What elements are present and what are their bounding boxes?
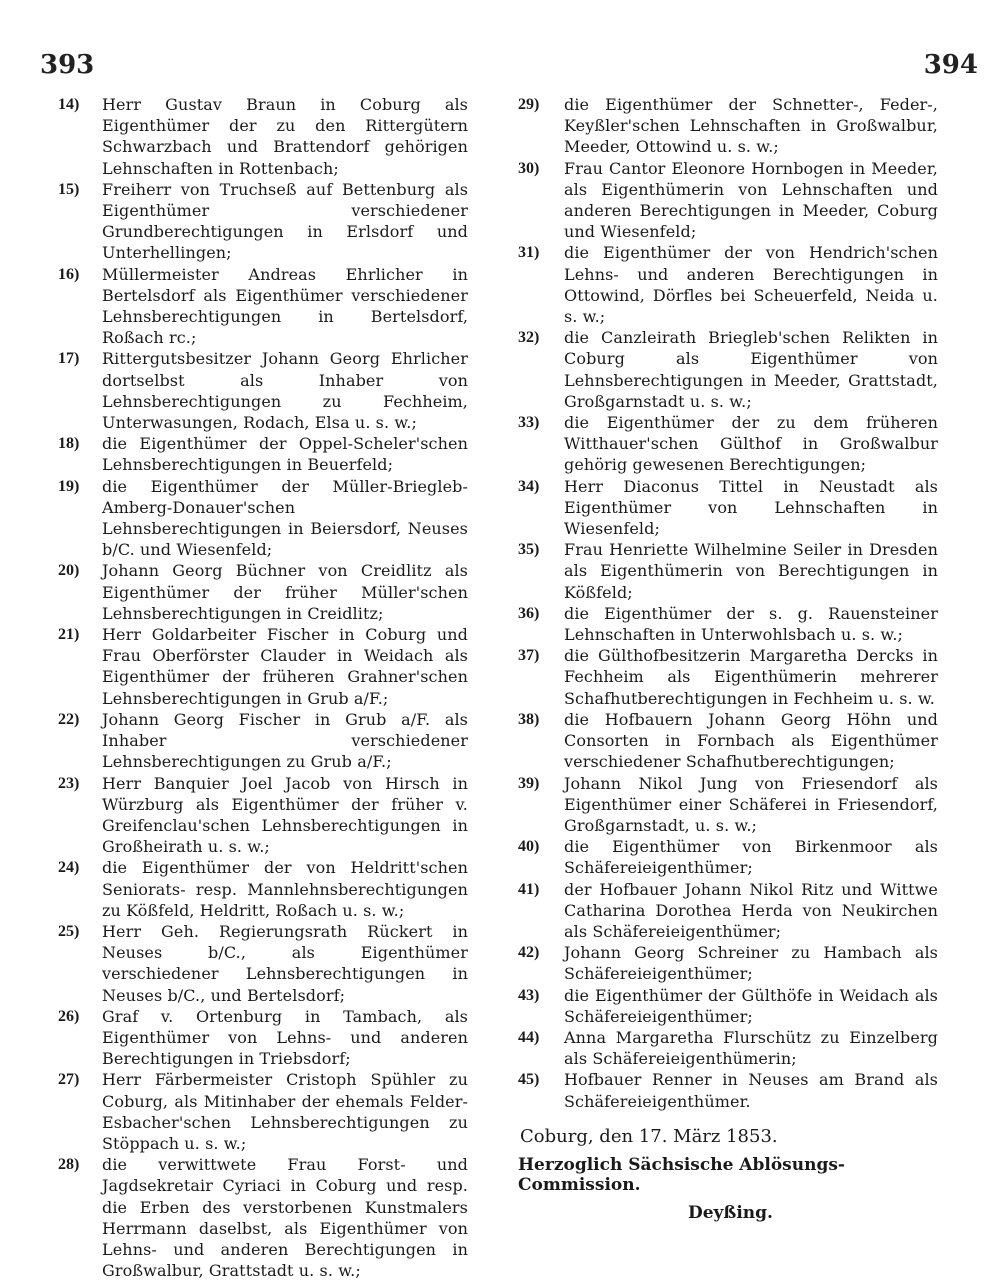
item-text: Johann Nikol Jung von Friesendorf als Eigenthümer einer Schäferei in Friesendorf, Großgarnstadt, u. s. w.;: [564, 773, 938, 835]
item-number: 23): [58, 774, 80, 792]
item-text: der Hofbauer Johann Nikol Ritz und Wittwe Catharina Dorothea Herda von Neukirchen als Schäfereieigenthümer;: [564, 879, 938, 941]
item-text: Johann Georg Schreiner zu Hambach als Schäfereieigenthümer;: [564, 943, 938, 984]
item-text: Rittergutsbesitzer Johann Georg Ehrlicher dortselbst als Inhaber von Lehnsberechtigungen zu Fechheim, Unterwasungen, Rodach, Elsa u. s. w.;: [102, 349, 468, 433]
item-number: 26): [58, 1007, 80, 1025]
item-number: 17): [58, 350, 80, 368]
item-number: 32): [518, 329, 540, 347]
item-number: 20): [58, 562, 80, 580]
list-item: [518, 539, 938, 603]
list-item: [58, 348, 468, 433]
item-text: Hofbauer Renner in Neuses am Brand als Schäfereieigenthümer.: [564, 1070, 938, 1111]
item-text: die Hofbauern Johann Georg Höhn und Consorten in Fornbach als Eigenthümer verschiedener Schafhutberechtigungen;: [564, 709, 938, 772]
item-number: 40): [518, 838, 540, 856]
item-text: die Eigenthümer der Oppel-Scheler'schen Lehnsberechtigungen in Beuerfeld;: [102, 434, 468, 475]
item-number: 45): [518, 1071, 540, 1089]
list-item: [518, 476, 938, 540]
item-text: die Eigenthümer der s. g. Rauensteiner Lehnschaften in Unterwohlsbach u. s. w.;: [564, 603, 938, 645]
item-number: 22): [58, 710, 80, 728]
signature: Deyßing.: [688, 1202, 773, 1223]
left-column: [58, 94, 468, 1281]
list-item: [518, 879, 938, 943]
list-item: [58, 433, 468, 475]
item-number: 25): [58, 922, 80, 940]
item-text: die Eigenthümer der von Heldritt'schen Seniorats- resp. Mannlehnsberechtigungen zu Kößfeld, Heldritt, Roßach u. s. w.;: [102, 858, 468, 920]
list-item: [518, 94, 938, 158]
list-item: [58, 921, 468, 1006]
item-number: 28): [58, 1156, 80, 1174]
item-number: 18): [58, 435, 80, 453]
page-number-left: 393: [40, 50, 95, 80]
issuing-office: Herzoglich Sächsische Ablösungs-Commission.: [518, 1154, 845, 1195]
item-text: Müllermeister Andreas Ehrlicher in Bertelsdorf als Eigenthümer verschiedener Lehnsberechtigungen in Bertelsdorf, Roßach rc.;: [102, 264, 468, 348]
list-item: [58, 709, 468, 773]
item-number: 41): [518, 880, 540, 898]
item-text: Johann Georg Büchner von Creidlitz als Eigenthümer der früher Müller'schen Lehnsberechtigungen in Creidlitz;: [102, 561, 468, 623]
item-number: 29): [518, 96, 540, 113]
list-item: [58, 560, 468, 624]
item-text: Frau Cantor Eleonore Hornbogen in Meeder, als Eigenthümerin von Lehnschaften und anderen Berechtigungen in Meeder, Coburg und Wiesenfeld;: [564, 158, 938, 242]
item-text: Graf v. Ortenburg in Tambach, als Eigenthümer von Lehns- und anderen Berechtigungen in Triebsdorf;: [102, 1006, 468, 1069]
list-item: [518, 603, 938, 645]
list-item: [58, 476, 468, 561]
item-number: 24): [58, 859, 80, 877]
closing-block: [518, 1126, 938, 1223]
item-number: 43): [518, 986, 540, 1004]
list-item: [518, 985, 938, 1027]
item-number: 44): [518, 1028, 540, 1046]
list-item: [58, 1006, 468, 1070]
item-number: 42): [518, 944, 540, 962]
item-text: Herr Diaconus Tittel in Neustadt als Eigenthümer von Lehnschaften in Wiesenfeld;: [564, 476, 938, 539]
list-item: [518, 242, 938, 327]
list-item: [518, 773, 938, 837]
list-item: [518, 412, 938, 476]
item-text: Freiherr von Truchseß auf Bettenburg als Eigenthümer verschiedener Grundberechtigungen in Erlsdorf und Unterhellingen;: [102, 179, 468, 263]
item-text: die Eigenthümer der Schnetter-, Feder-, Keyßler'schen Lehnschaften in Großwalbur, Meeder, Ottowind u. s. w.;: [564, 95, 938, 157]
date-line: Coburg, den 17. März 1853.: [520, 1125, 778, 1147]
item-text: die Eigenthümer der Müller-Briegleb-Amberg-Donauer'schen Lehnsberechtigungen in Beiersdorf, Neuses b/C. und Wiesenfeld;: [102, 476, 468, 560]
item-number: 30): [518, 159, 540, 177]
list-item: [518, 942, 938, 984]
list-item: [58, 857, 468, 921]
item-text: die Eigenthümer der Gülthöfe in Weidach als Schäfereieigenthümer;: [564, 985, 938, 1026]
list-item: [518, 1069, 938, 1111]
item-text: die Eigenthümer der von Hendrich'schen Lehns- und anderen Berechtigungen in Ottowind, Dörfles bei Scheuerfeld, Neida u. s. w.;: [564, 243, 938, 327]
item-text: Herr Banquier Joel Jacob von Hirsch in Würzburg als Eigenthümer der früher v. Greifenclau'schen Lehnsberechtigungen in Großheirath u. s. w.;: [102, 773, 468, 857]
item-number: 34): [518, 477, 540, 495]
item-text: Frau Henriette Wilhelmine Seiler in Dresden als Eigenthümerin von Berechtigungen in Kößfeld;: [564, 540, 938, 602]
item-number: 27): [58, 1071, 80, 1089]
item-text: Herr Färbermeister Cristoph Spühler zu Coburg, als Mitinhaber der ehemals Felder-Esbacher'schen Lehnsberechtigungen zu Stöppach u. s. w.;: [102, 1070, 468, 1153]
item-text: die verwittwete Frau Forst- und Jagdsekretair Cyriaci in Coburg und resp. die Erben des verstorbenen Kunstmalers Herrmann daselbst, als Eigenthümer von Lehns- und anderen Berechtigungen in Großwalbur, Grattstadt u. s. w.;: [102, 1155, 468, 1281]
item-number: 33): [518, 414, 540, 432]
item-number: 39): [518, 774, 540, 792]
item-text: Herr Geh. Regierungsrath Rückert in Neuses b/C., als Eigenthümer verschiedener Lehnsberechtigungen in Neuses b/C., und Bertelsdorf;: [102, 921, 468, 1005]
item-number: 35): [518, 541, 540, 559]
list-item: [58, 624, 468, 709]
list-item: [518, 327, 938, 412]
list-item: [518, 836, 938, 878]
list-item: [58, 773, 468, 858]
item-number: 19): [58, 477, 80, 495]
list-item: [58, 1154, 468, 1281]
list-item: [58, 1069, 468, 1154]
list-item: [58, 179, 468, 264]
item-text: die Canzleirath Briegleb'schen Relikten in Coburg als Eigenthümer von Lehnsberechtigungen in Meeder, Grattstadt, Großgarnstadt u. s. w.;: [564, 328, 938, 411]
item-text: die Eigenthümer von Birkenmoor als Schäfereieigenthümer;: [564, 837, 938, 878]
item-text: die Gülthofbesitzerin Margaretha Dercks in Fechheim als Eigenthümerin mehrerer Schafhutberechtigungen in Fechheim u. s. w.: [564, 646, 938, 708]
list-item: [518, 1027, 938, 1069]
item-text: Herr Goldarbeiter Fischer in Coburg und Frau Oberförster Clauder in Weidach als Eigenthümer der früheren Grahner'schen Lehnsberechtigungen in Grub a/F.;: [102, 625, 468, 708]
item-text: Herr Gustav Braun in Coburg als Eigenthümer der zu den Rittergütern Schwarzbach und Brattendorf gehörigen Lehnschaften in Rottenbach;: [102, 95, 468, 178]
list-item: [518, 709, 938, 773]
list-item: [518, 158, 938, 243]
item-number: 21): [58, 626, 80, 644]
item-text: Johann Georg Fischer in Grub a/F. als Inhaber verschiedener Lehnsberechtigungen zu Grub a/F.;: [102, 709, 468, 772]
list-item: [58, 94, 468, 179]
page-number-right: 394: [923, 50, 978, 80]
item-text: die Eigenthümer der zu dem früheren Witthauer'schen Gülthof in Großwalbur gehörig gewesenen Berechtigungen;: [564, 413, 938, 475]
item-number: 14): [58, 96, 80, 113]
list-item: [58, 264, 468, 349]
item-number: 15): [58, 180, 80, 198]
item-number: 31): [518, 244, 540, 262]
item-text: Anna Margaretha Flurschütz zu Einzelberg als Schäfereieigenthümerin;: [564, 1027, 938, 1069]
item-number: 37): [518, 647, 540, 665]
item-number: 16): [58, 265, 80, 283]
item-number: 36): [518, 604, 540, 622]
item-number: 38): [518, 710, 540, 728]
right-column: [518, 94, 938, 1223]
list-item: [518, 645, 938, 709]
